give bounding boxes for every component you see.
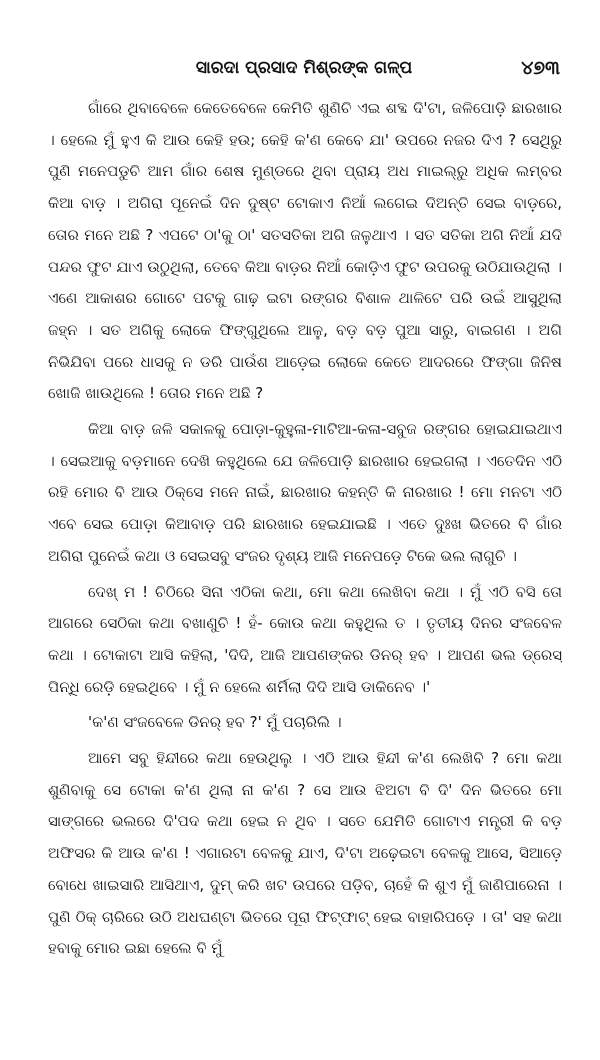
paragraph: କିଆ ବାଡ଼ ଜଳି ସକାଳକୁ ପୋଡ଼ା-କୁହୁଳା-ମାଟିଆ-କଳା-ସବୁଜ ରଙ୍ଗର ହୋଇଯାଇଥାଏ । ସେଇଆକୁ ବଡ଼ମାନେ ଦେଖି କହୁଥିଲେ ଯେ ଜଳିପୋଡ଼ି ଛାରଖାର ହେଇଗଲା । ଏତେଦିନ ଏଠି ରହି ମୋର ବି ଆଉ ଠିକ୍‌ସେ ମନେ ନାଇଁ, ଛାରଖାର କହନ୍ତି କି ନାରଖାର ! ମୋ ମନଟା ଏଠି ଏବେ ସେଇ ପୋଡ଼ା କିଆବାଡ଼ ପରି ଛାରଖାର ହେଇଯାଇଛି । ଏତେ ଦୁଃଖ ଭିତରେ ବି ଗାଁର ଅଗିରା ପୁନେଇଁ କଥା ଓ ସେଇସବୁ ସଂଜର ଦୃଶ୍ୟ ଆଜି ମନେପଡ଼େ ଟିକେ ଭଲ ଲାଗୁଚି । (48, 420, 562, 565)
running-head: ସାରଦା ପ୍ରସାଦ ମିଶ୍ରଙ୍କ ଗଳ୍ପ (195, 58, 413, 78)
paragraph: 'କ'ଣ ସଂଜବେଳେ ଡିନର୍ ହବ ?' ମୁଁ ପଚାରିଲି । (88, 713, 342, 732)
paragraph: ଦେଖ୍ ମ ! ଚିଠିରେ ସିନା ଏଠିକା କଥା, ମୋ କଥା ଲେଖିବା କଥା । ମୁଁ ଏଠି ବସି ତୋ ଆଗରେ ସେଠିକା କଥା ବଖାଣୁଚି ! ହଁ- କୋଉ କଥା କହୁଥିଲ ତ । ତୃତୀୟ ଦିନର ସଂଜବେଳ କଥା । ଟୋକାଟା ଆସି କହିଲା, 'ଦିଦି, ଆଜି ଆପଣଙ୍କର ଡିନର୍ ହବ । ଆପଣ ଭଲ ଡ୍ରେସ୍ ପିନ୍ଧି ରେଡ଼ି ହେଇଥିବେ । ମୁଁ ନ ହେଲେ ଶର୍ମିଲା ଦିଦି ଆସି ଡାକିନେବ ।' (48, 582, 562, 696)
paragraph: ଆମେ ସବୁ ହିନ୍ଦୀରେ କଥା ହେଉଥିଲୁ । ଏଠି ଆଉ ହିନ୍ଦୀ କ'ଣ ଲେଖିବି ? ମୋ କଥା ଶୁଣିବାକୁ ସେ ଟୋକା କ'ଣ ଥିଲା ନା କ'ଣ ? ସେ ଆଉ ଝିଅଟା ବି ଦି' ଦିନ ଭିତରେ ମୋ ସାଙ୍ଗରେ ଭଲରେ ଦି'ପଦ କଥା ହେଇ ନ ଥିବ । ସତେ ଯେମିତି ଗୋଟାଏ ମନ୍ତ୍ରୀ କି ବଡ଼ ଅଫିସର କି ଆଉ କ'ଣ ! ଏଗାରଟା ବେଳକୁ ଯାଏ, ଦି'ଟା ଅଢ଼େଇଟା ବେଳକୁ ଆସେ, ସିଆଡ଼େ ବୋଧେ ଖାଇସାରି ଆସିଥାଏ, ଦୁମ୍ କରି ଖଟ ଉପରେ ପଡ଼ିବ, ଚାହେଁ କି ଶୁଏ ମୁଁ ଜାଣିପାରେନା । ପୁଣି ଠିକ୍ ଚାରିରେ ଉଠି ଅଧଘଣ୍ଟା ଭିତରେ ପୂରା ଫିଟ୍‌ଫାଟ୍ ହେଇ ବାହାରିପଡ଼େ । ତା' ସହ କଥା ହବାକୁ ମୋର ଇଛା ହେଲେ ବି ମୁଁ (48, 749, 562, 958)
body-text (48, 93, 562, 1040)
page-header (48, 50, 560, 86)
paragraph: ଗାଁରେ ଥିବାବେଳେ କେତେବେଳେ କେମିତି ଶୁଣିଚି ଏଇ ଶବ୍ଦ ଦି'ଟା, ଜଳିପୋଡ଼ି ଛାରଖାର । ହେଲେ ମୁଁ ହୁଏ କି ଆଉ କେହି ହଉ; କେହି କ'ଣ କେବେ ଯା' ଉପରେ ନଜର ଦିଏ ? ସେଥିରୁ ପୁଣି ମନେପଡୁଚି ଆମ ଗାଁର ଶେଷ ମୁଣ୍ଡରେ ଥିବା ପ୍ରାୟ ଅଧ ମାଇଲ୍‌ରୁ ଅଧିକ ଲମ୍ବର କିଆ ବାଡ଼ । ଅଗିରା ପୂନେଇଁ ଦିନ ଦୁଷ୍ଟ ଟୋକାଏ ନିଆଁ ଲଗେଇ ଦିଅନ୍ତି ସେଇ ବାଡ଼ରେ, ତୋର ମନେ ଅଛି ? ଏପଟେ ଠା'କୁ ଠା' ସତସତିକା ଅଗି ଜଳୁଥାଏ । ସତ ସତିକା ଅଗି ନିଆଁ ଯଦି ପନ୍ଦର ଫୁଟ ଯାଏ ଉଠୁଥିଲା, ତେବେ କିଆ ବାଡ଼ର ନିଆଁ କୋଡ଼ିଏ ଫୁଟ ଉପରକୁ ଉଠିଯାଉଥିଲା । ଏଣେ ଆକାଶର ଗୋଟେ ପଟକୁ ଗାଢ଼ ଇଟା ରଙ୍ଗର ବିଶାଳ ଥାଳିଟେ ପରି ଉଇଁ ଆସୁଥିଲା ଜହ୍ନ । ସତ ଅଗିକୁ ଲୋକେ ଫିଙ୍ଗୁଥିଲେ ଆଳୁ, ବଡ଼ ବଡ଼ ପୁଆ ସାରୁ, ବାଇଗଣ । ଅଗି ନିଭିଯିବା ପରେ ଧାସକୁ ନ ଡରି ପାଉଁଶ ଆଡ଼େଇ ଲୋକେ କେତେ ଆଦରରେ ଫିଙ୍ଗା ଜିନିଷ ଖୋଜି ଖାଉଥିଲେ ! ତୋର ମନେ ଅଛି ? (48, 99, 562, 403)
page-number: ୪୭୩ (521, 57, 560, 79)
